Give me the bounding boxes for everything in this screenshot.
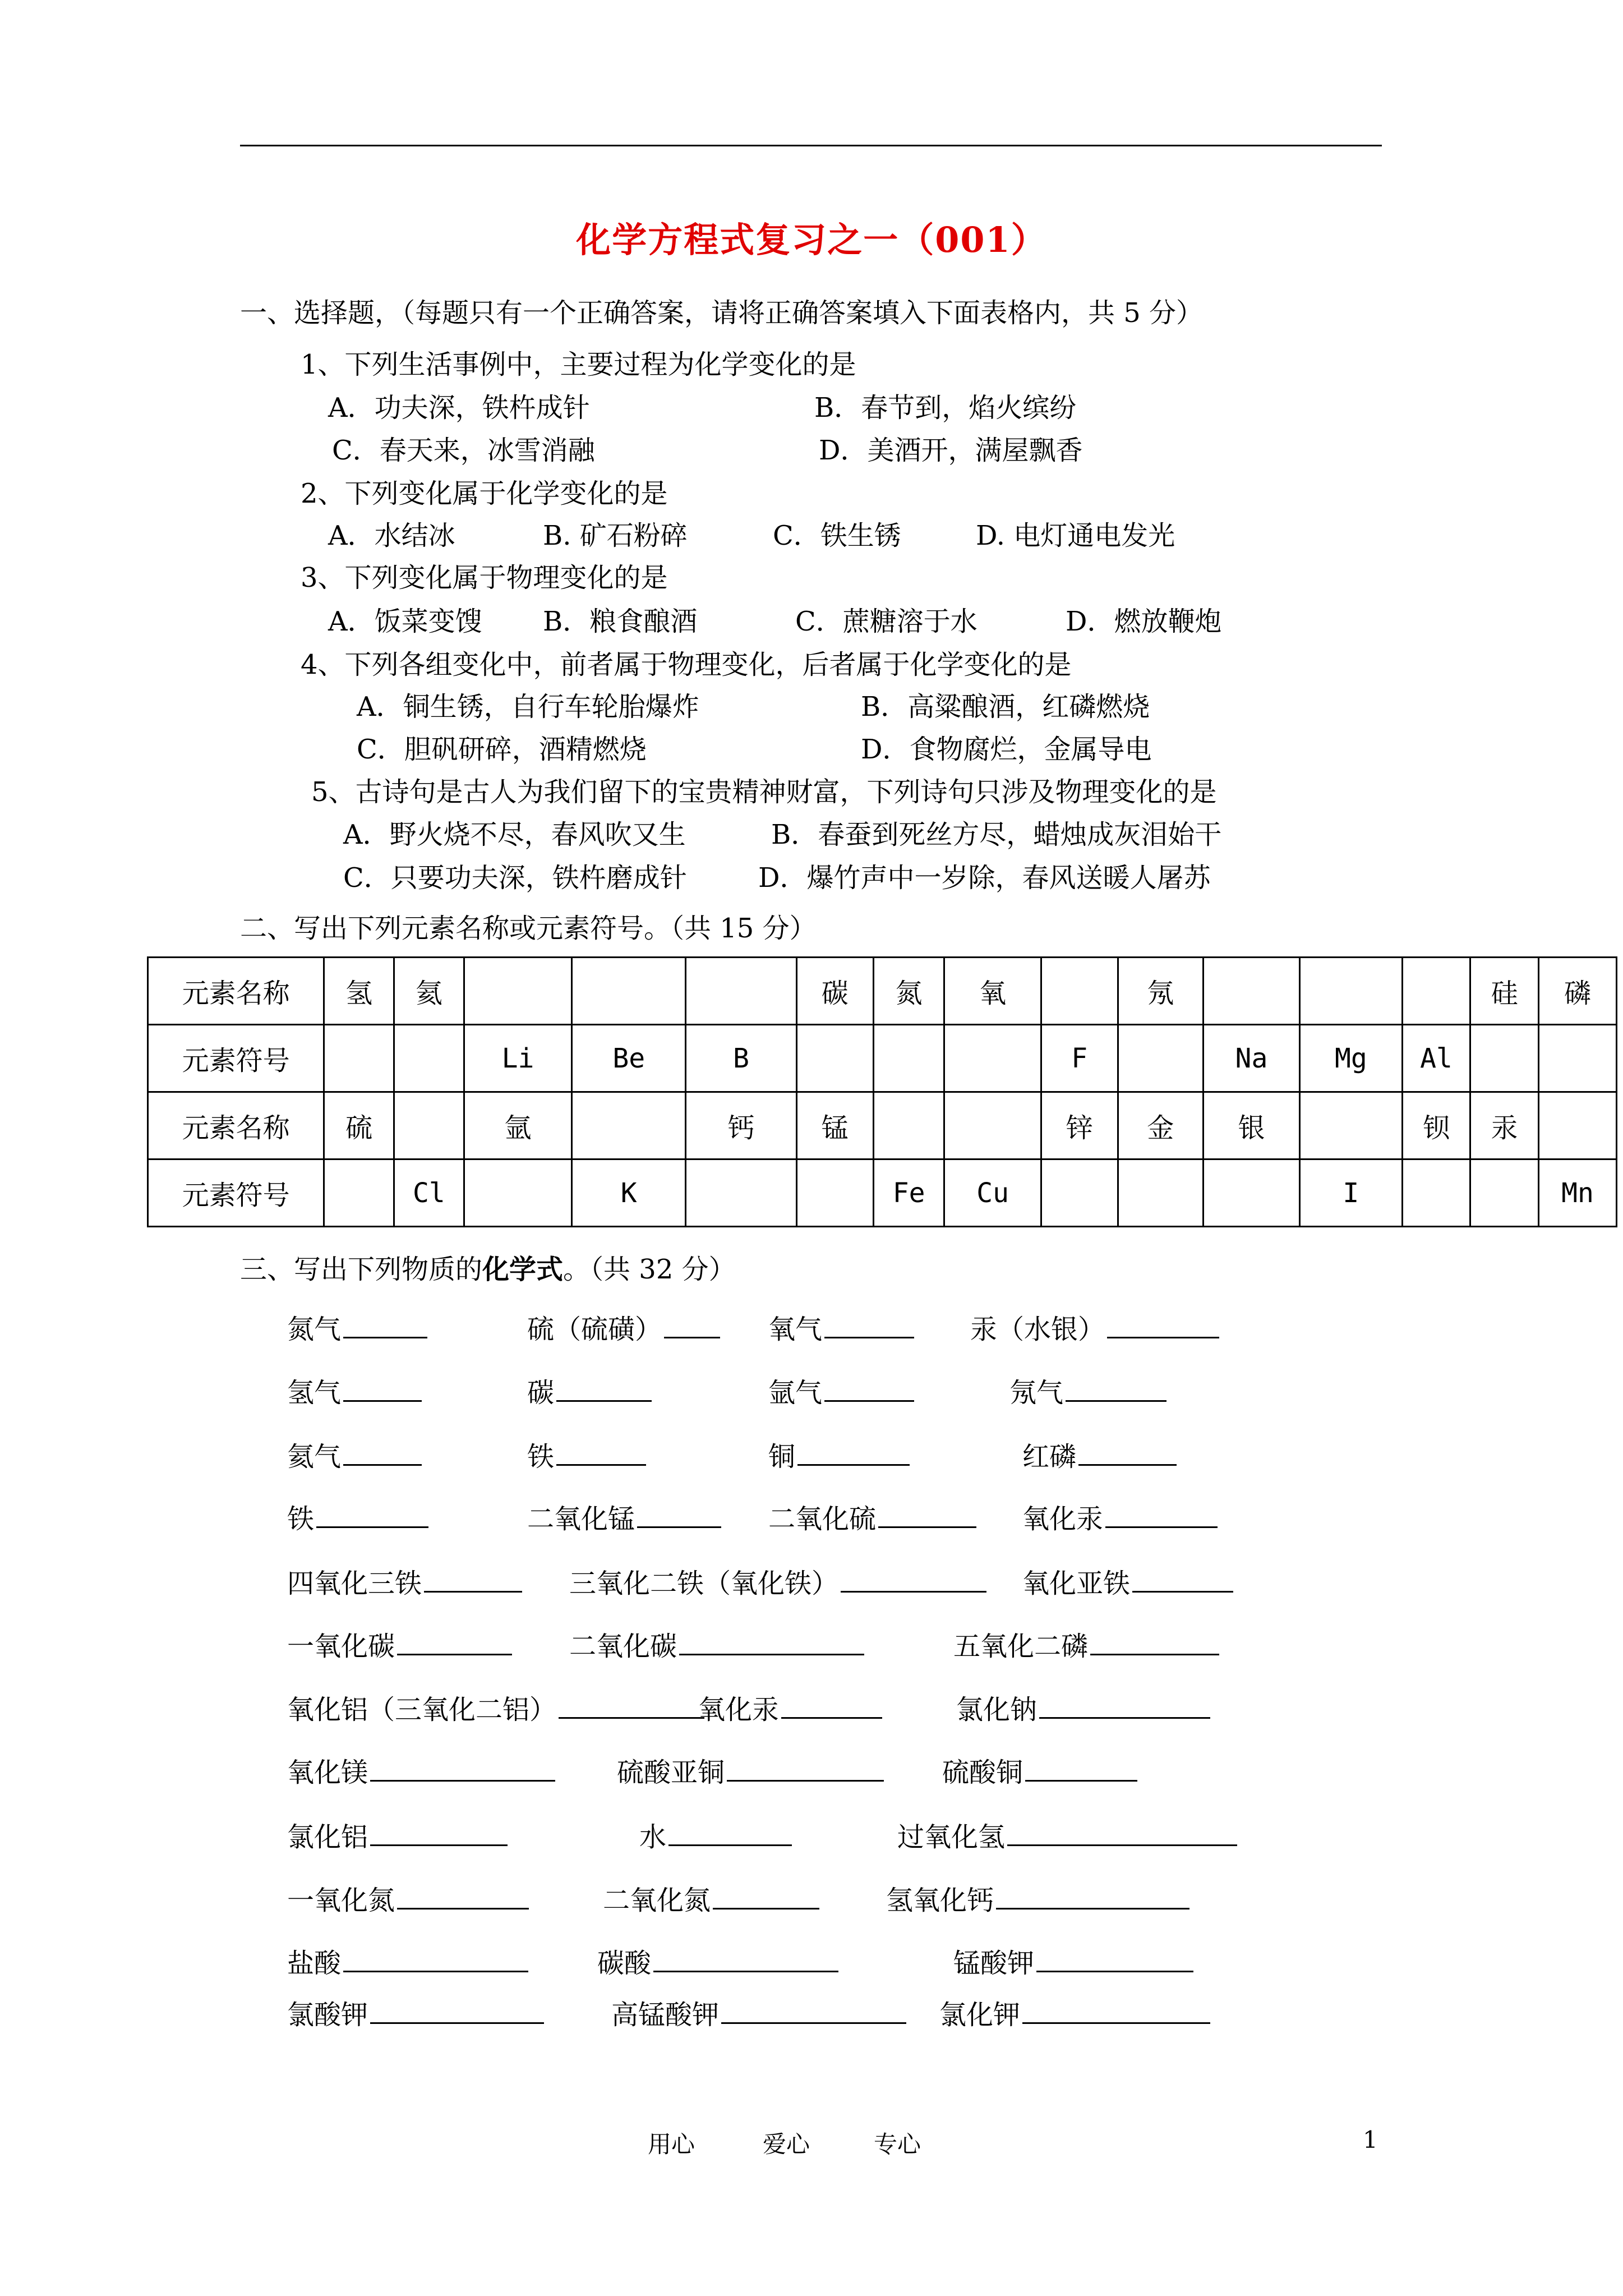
formula-label: 氢气	[287, 1377, 342, 1409]
element-cell[interactable]: 钙	[686, 1092, 797, 1159]
formula-item	[953, 1627, 1219, 1663]
section3-heading-post: 。（共 32 分）	[563, 1254, 736, 1285]
formula-answer-blank[interactable]	[1039, 1690, 1210, 1719]
formula-item	[287, 1881, 529, 1917]
formula-item	[611, 1995, 906, 2032]
formula-item	[287, 1564, 522, 1600]
formula-item	[287, 1373, 422, 1410]
formula-label: 一氧化氮	[287, 1885, 395, 1916]
element-cell[interactable]: 银	[1203, 1092, 1299, 1159]
formula-answer-blank[interactable]	[1007, 1818, 1237, 1846]
formula-answer-blank[interactable]	[1022, 1995, 1210, 2024]
q5-option-d: D．爆竹声中一岁除，春风送暖人屠苏	[758, 862, 1211, 894]
section2-heading: 二、写出下列元素名称或元素符号。（共 15 分）	[240, 913, 817, 944]
formula-label: 二氧化碳	[569, 1631, 677, 1662]
formula-item	[569, 1627, 864, 1663]
element-cell[interactable]: 氢	[324, 958, 394, 1025]
formula-answer-blank[interactable]	[781, 1690, 882, 1719]
formula-answer-blank[interactable]	[559, 1690, 704, 1719]
formula-label: 氧气	[768, 1314, 823, 1345]
q5-stem: 5、古诗句是古人为我们留下的宝贵精神财富，下列诗句只涉及物理变化的是	[311, 776, 1217, 808]
formula-label: 氧化汞	[1022, 1503, 1104, 1535]
element-cell[interactable]	[873, 1092, 944, 1159]
element-cell[interactable]	[464, 958, 572, 1025]
formula-label: 氧化亚铁	[1022, 1568, 1131, 1599]
element-cell[interactable]	[944, 1025, 1041, 1092]
formula-item	[569, 1564, 986, 1600]
q4-option-d: D．食物腐烂，金属导电	[861, 734, 1152, 765]
footer-item-2: 爱心	[763, 2131, 810, 2158]
formula-item	[886, 1881, 1189, 1917]
q3-option-a: A．饭菜变馊	[328, 606, 482, 637]
element-cell[interactable]	[796, 1159, 873, 1227]
element-cell[interactable]: 硅	[1470, 958, 1539, 1025]
formula-item	[527, 1310, 720, 1346]
formula-item	[1022, 1437, 1177, 1474]
element-cell[interactable]: 氮	[873, 958, 944, 1025]
element-row-header: 元素符号	[148, 1159, 324, 1227]
element-cell[interactable]: Be	[572, 1025, 686, 1092]
formula-label: 二氧化硫	[768, 1503, 877, 1535]
element-cell[interactable]	[1300, 1092, 1403, 1159]
formula-item	[1022, 1499, 1218, 1536]
formula-answer-blank[interactable]	[878, 1499, 976, 1528]
formula-label: 氯酸钾	[287, 1999, 368, 2031]
q5-option-b: B．春蚕到死丝方尽，蜡烛成灰泪始干	[771, 819, 1222, 850]
formula-label: 三氧化二铁（氧化铁）	[569, 1568, 839, 1599]
element-cell[interactable]	[1041, 1159, 1118, 1227]
formula-answer-blank[interactable]	[370, 1995, 544, 2024]
formula-item	[768, 1310, 914, 1346]
q1-stem: 1、下列生活事例中，主要过程为化学变化的是	[301, 349, 856, 380]
formula-answer-blank[interactable]	[1107, 1310, 1219, 1338]
q1-option-d: D．美酒开，满屋飘香	[819, 435, 1083, 466]
formula-label: 氖气	[1009, 1377, 1064, 1409]
section1-heading: 一、选择题，（每题只有一个正确答案，请将正确答案填入下面表格内，共 5 分）	[240, 297, 1204, 329]
formula-answer-blank[interactable]	[343, 1310, 427, 1338]
formula-label: 水	[639, 1821, 667, 1853]
formula-item	[1022, 1564, 1233, 1600]
element-cell[interactable]	[1402, 958, 1470, 1025]
element-cell[interactable]: Fe	[873, 1159, 944, 1227]
formula-answer-blank[interactable]	[1066, 1373, 1166, 1402]
element-cell[interactable]	[1470, 1025, 1539, 1092]
q4-stem: 4、下列各组变化中，前者属于物理变化，后者属于化学变化的是	[301, 649, 1072, 680]
element-cell[interactable]	[796, 1025, 873, 1092]
element-row-header: 元素符号	[148, 1025, 324, 1092]
formula-answer-blank[interactable]	[1025, 1753, 1137, 1782]
formula-answer-blank[interactable]	[1105, 1499, 1218, 1528]
element-table-row	[148, 1092, 1617, 1159]
q2-option-b: B. 矿石粉碎	[543, 520, 688, 551]
element-cell[interactable]: Al	[1402, 1025, 1470, 1092]
header-rule	[240, 145, 1382, 146]
formula-answer-blank[interactable]	[343, 1944, 528, 1972]
element-cell[interactable]: Mn	[1538, 1159, 1616, 1227]
formula-label: 铁	[527, 1441, 555, 1473]
element-cell[interactable]: Mg	[1300, 1025, 1403, 1092]
element-table-row	[148, 958, 1617, 1025]
q3-option-b: B．粮食酿酒	[543, 606, 698, 637]
element-cell[interactable]	[1118, 1025, 1203, 1092]
formula-answer-blank[interactable]	[556, 1373, 652, 1402]
element-cell[interactable]	[572, 958, 686, 1025]
formula-answer-blank[interactable]	[824, 1373, 914, 1402]
formula-label: 氧化汞	[698, 1694, 780, 1726]
footer-item-1: 用心	[648, 2131, 695, 2158]
element-cell[interactable]	[1203, 958, 1299, 1025]
q5-option-a: A．野火烧不尽，春风吹又生	[343, 819, 686, 850]
element-table-row	[148, 1159, 1617, 1227]
formula-answer-blank[interactable]	[343, 1373, 422, 1402]
element-cell[interactable]: K	[572, 1159, 686, 1227]
formula-label: 氧化铝（三氧化二铝）	[287, 1694, 557, 1726]
element-cell[interactable]: 氩	[464, 1092, 572, 1159]
formula-answer-blank[interactable]	[397, 1627, 512, 1655]
q1-option-a: A．功夫深，铁杵成针	[328, 392, 590, 424]
q2-option-c: C．铁生锈	[773, 520, 901, 551]
q2-stem: 2、下列变化属于化学变化的是	[301, 478, 668, 509]
formula-answer-blank[interactable]	[664, 1310, 720, 1338]
element-cell[interactable]: 锌	[1041, 1092, 1118, 1159]
formula-item	[639, 1818, 792, 1854]
section3-heading-bold: 化学式	[482, 1254, 564, 1285]
element-cell[interactable]: Cl	[394, 1159, 464, 1227]
element-cell[interactable]: 钡	[1402, 1092, 1470, 1159]
formula-answer-blank[interactable]	[721, 1995, 906, 2024]
element-cell[interactable]	[1041, 958, 1118, 1025]
q3-option-c: C．蔗糖溶于水	[795, 606, 978, 637]
formula-label: 氯化钾	[939, 1999, 1021, 2031]
element-cell[interactable]	[1538, 1092, 1616, 1159]
formula-answer-blank[interactable]	[637, 1499, 721, 1528]
formula-item	[597, 1944, 838, 1980]
formula-label: 硫（硫磺）	[527, 1314, 662, 1345]
formula-item	[956, 1690, 1210, 1727]
element-cell[interactable]	[572, 1092, 686, 1159]
formula-item	[1009, 1373, 1166, 1410]
page-title: 化学方程式复习之一（001）	[576, 219, 1047, 260]
formula-label: 铁	[287, 1503, 315, 1535]
element-cell[interactable]	[1470, 1159, 1539, 1227]
formula-answer-blank[interactable]	[824, 1310, 914, 1338]
formula-answer-blank[interactable]	[1078, 1437, 1177, 1466]
formula-answer-blank[interactable]	[370, 1818, 508, 1846]
element-cell[interactable]: B	[686, 1025, 797, 1092]
formula-answer-blank[interactable]	[797, 1437, 910, 1466]
element-cell[interactable]: F	[1041, 1025, 1118, 1092]
formula-item	[287, 1437, 422, 1474]
formula-item	[953, 1944, 1193, 1980]
element-cell[interactable]: 氖	[1118, 958, 1203, 1025]
formula-label: 二氧化锰	[527, 1503, 635, 1535]
formula-label: 氯化铝	[287, 1821, 368, 1853]
element-cell[interactable]: 碳	[796, 958, 873, 1025]
q3-option-d: D．燃放鞭炮	[1066, 606, 1222, 637]
formula-item	[287, 1995, 544, 2032]
formula-label: 五氧化二磷	[953, 1631, 1089, 1662]
formula-label: 一氧化碳	[287, 1631, 395, 1662]
formula-answer-blank[interactable]	[397, 1881, 529, 1910]
element-cell[interactable]	[1402, 1159, 1470, 1227]
formula-answer-blank[interactable]	[1036, 1944, 1193, 1972]
section3-heading	[240, 1253, 736, 1286]
formula-answer-blank[interactable]	[713, 1881, 819, 1910]
element-cell[interactable]	[873, 1025, 944, 1092]
formula-label: 盐酸	[287, 1948, 342, 1979]
formula-answer-blank[interactable]	[316, 1499, 428, 1528]
formula-answer-blank[interactable]	[1090, 1627, 1219, 1655]
element-cell[interactable]: 氧	[944, 958, 1041, 1025]
q5-option-c: C．只要功夫深，铁杵磨成针	[343, 862, 687, 894]
formula-label: 过氧化氢	[897, 1821, 1006, 1853]
formula-label: 红磷	[1022, 1441, 1077, 1473]
element-cell[interactable]	[686, 1159, 797, 1227]
formula-label: 高锰酸钾	[611, 1999, 720, 2031]
element-cell[interactable]	[686, 958, 797, 1025]
element-cell[interactable]: 硫	[324, 1092, 394, 1159]
formula-label: 氯化钠	[956, 1694, 1038, 1726]
formula-item	[287, 1310, 427, 1346]
formula-item	[527, 1499, 721, 1536]
element-table-row	[148, 1025, 1617, 1092]
element-cell[interactable]: Cu	[944, 1159, 1041, 1227]
element-cell[interactable]: 磷	[1538, 958, 1616, 1025]
formula-answer-blank[interactable]	[1132, 1564, 1233, 1593]
formula-item	[897, 1818, 1237, 1854]
formula-item	[287, 1818, 508, 1854]
element-cell[interactable]	[324, 1025, 394, 1092]
formula-item	[287, 1944, 528, 1980]
formula-item	[698, 1690, 882, 1727]
formula-item	[287, 1753, 555, 1789]
element-table	[147, 956, 1617, 1227]
element-cell[interactable]	[394, 1025, 464, 1092]
formula-answer-blank[interactable]	[727, 1753, 884, 1782]
formula-item	[603, 1881, 819, 1917]
formula-item	[970, 1310, 1219, 1346]
formula-label: 铜	[768, 1441, 796, 1473]
element-row-header: 元素名称	[148, 958, 324, 1025]
formula-answer-blank[interactable]	[996, 1881, 1189, 1910]
element-cell[interactable]	[464, 1159, 572, 1227]
formula-label: 氢氧化钙	[886, 1885, 994, 1916]
formula-label: 汞（水银）	[970, 1314, 1105, 1345]
element-cell[interactable]: 汞	[1470, 1092, 1539, 1159]
formula-answer-blank[interactable]	[653, 1944, 838, 1972]
formula-label: 二氧化氮	[603, 1885, 711, 1916]
formula-label: 硫酸铜	[942, 1757, 1023, 1788]
formula-label: 硫酸亚铜	[617, 1757, 725, 1788]
q4-option-b: B．高粱酿酒，红磷燃烧	[861, 691, 1150, 723]
formula-label: 氧化镁	[287, 1757, 368, 1788]
formula-answer-blank[interactable]	[343, 1437, 422, 1466]
element-cell[interactable]: Na	[1203, 1025, 1299, 1092]
formula-label: 锰酸钾	[953, 1948, 1035, 1979]
element-cell[interactable]: I	[1300, 1159, 1403, 1227]
footer-item-3: 专心	[874, 2131, 921, 2158]
formula-item	[527, 1437, 646, 1474]
q1-option-b: B．春节到，焰火缤纷	[814, 392, 1077, 424]
formula-item	[287, 1627, 512, 1663]
element-cell[interactable]	[1203, 1159, 1299, 1227]
formula-item	[527, 1373, 652, 1410]
element-cell[interactable]	[394, 1092, 464, 1159]
formula-answer-blank[interactable]	[370, 1753, 555, 1782]
formula-item	[768, 1373, 914, 1410]
formula-answer-blank[interactable]	[668, 1818, 792, 1846]
element-cell[interactable]	[1538, 1025, 1616, 1092]
formula-label: 碳	[527, 1377, 555, 1409]
formula-item	[768, 1437, 910, 1474]
element-cell[interactable]: Li	[464, 1025, 572, 1092]
formula-label: 氮气	[287, 1314, 342, 1345]
formula-item	[617, 1753, 884, 1789]
q1-option-c: C．春天来，冰雪消融	[332, 435, 595, 466]
q3-stem: 3、下列变化属于物理变化的是	[301, 562, 668, 593]
element-cell[interactable]	[1118, 1159, 1203, 1227]
formula-item	[942, 1753, 1137, 1789]
page-number: 1	[1363, 2126, 1378, 2154]
section3-heading-pre: 三、写出下列物质的	[240, 1254, 483, 1285]
formula-label: 氦气	[287, 1441, 342, 1473]
formula-answer-blank[interactable]	[424, 1564, 522, 1593]
q4-option-a: A．铜生锈，自行车轮胎爆炸	[357, 691, 699, 723]
formula-item	[287, 1690, 704, 1727]
q2-option-a: A．水结冰	[328, 520, 455, 551]
formula-item	[768, 1499, 976, 1536]
formula-label: 氩气	[768, 1377, 823, 1409]
formula-item	[287, 1499, 428, 1536]
formula-answer-blank[interactable]	[841, 1564, 986, 1593]
element-cell[interactable]: 氦	[394, 958, 464, 1025]
element-cell[interactable]	[1300, 958, 1403, 1025]
element-row-header: 元素名称	[148, 1092, 324, 1159]
element-cell[interactable]	[944, 1092, 1041, 1159]
formula-answer-blank[interactable]	[556, 1437, 646, 1466]
element-cell[interactable]: 锰	[796, 1092, 873, 1159]
formula-answer-blank[interactable]	[679, 1627, 864, 1655]
element-cell[interactable]: 金	[1118, 1092, 1203, 1159]
q2-option-d: D. 电灯通电发光	[976, 520, 1175, 551]
formula-label: 碳酸	[597, 1948, 652, 1979]
element-cell[interactable]	[324, 1159, 394, 1227]
formula-label: 四氧化三铁	[287, 1568, 422, 1599]
formula-item	[939, 1995, 1210, 2032]
q4-option-c: C．胆矾研碎，酒精燃烧	[357, 734, 647, 765]
